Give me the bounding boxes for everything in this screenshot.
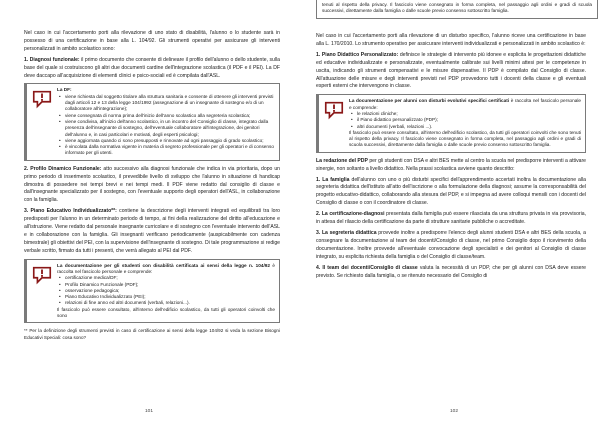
left-intro: Nel caso in cui l'accertamento porti alla rilevazione di uno stato di disabilità, l'alunno o lo studente sarà in possesso di una certificazione in base alla L. 104/92. Gli strumenti operativi per assicurare gli interventi personalizzati in ambito scolastico sono: — [24, 30, 280, 52]
step-4-text: valuta la necessità di un PDP, che per gli alunni con DSA deve essere previsto. Se richiesto dalla famiglia, o se ritenuto necessario del Consiglio di — [316, 264, 586, 279]
pdp-paragraph — [316, 158, 586, 174]
step-4-title: 4. Il team dei docenti/Consiglio di classe — [316, 264, 418, 271]
page-number: 101 — [145, 409, 154, 414]
left-p1 — [24, 57, 280, 81]
df-info-box — [24, 83, 280, 160]
step-3-text: provvede inoltre a predisporre l'elenco degli alunni studenti DSA e altri BES della scuola, a consegnare la documentazione al team dei docenti/Consiglio di classe, nel primo Consiglio dopo il ricevimento della documentazione. Inoltre provvede all'eventuale convocazione degli specialisti e dei genitori al Consiglio di classe integrato, su esplicita richiesta della famiglia o del Consiglio di classe/team. — [316, 229, 586, 260]
df-box-list — [57, 94, 275, 157]
list-item: • relazioni di fine anno ed altri documenti (verbali, relazioni...). — [65, 300, 275, 306]
right-p1 — [316, 52, 586, 92]
left-p3-title: 3. Piano Educativo Individualizzato**: — [24, 208, 117, 215]
list-item: • viene condivisa, all'inizio dell'anno scolastico, in un incontro del Consiglio di classe, integrato dalla presenza dell'insegnante di sostegno, dell'eventuale collaboratore all'integrazione, dei genitori dell'alunno e, in casi particolari e motivati, degli esperti psicologi; — [65, 119, 275, 138]
left-p2 — [24, 166, 280, 206]
doc-box-heading — [57, 263, 275, 276]
speech-bubble-exclamation-icon — [31, 88, 53, 110]
list-item: • è vincolata dalla normativa vigente in materia di segreto professionale per gli operatori e di consenso informato per gli utenti. — [65, 144, 275, 157]
speech-bubble-exclamation-icon — [31, 264, 53, 286]
page-number: 102 — [450, 409, 459, 414]
step-2-text: presentata dalla famiglia può essere rilasciata da una struttura privata in via provvisoria, in attesa del rilascio della certificazione da parte di strutture sanitarie pubbliche o accreditate. — [316, 211, 586, 226]
step-3 — [316, 230, 586, 262]
right-intro: Nel caso in cui l'accertamento porti alla rilevazione di un disturbo specifico, l'alunno riceve una certificazione in base alla L. 170/2010. Lo strumento operativo per assicurare interventi individualizzati e personalizzati in ambito scolastico è: — [316, 33, 586, 47]
step-3-title: 3. La segreteria didattica — [316, 229, 377, 236]
left-p2-text: atto successivo alla diagnosi funzionale che indica in via prioritaria, dopo un primo periodo di inserimento scolastico, il prevedibile livello di sviluppo che l'alunno in situazione di handicap dimostra di possedere nei tempi brevi e nei tempi medi. Il PDF viene redatto dal consiglio di classe e dall'insegnante specializzato per il sostegno, con l'eventuale supporto degli operatori dell'ASL, in collaborazione con la famiglia. — [24, 165, 280, 204]
step-1 — [316, 177, 586, 209]
speech-bubble-exclamation-icon — [323, 99, 345, 121]
doc-box-list — [57, 275, 275, 306]
doc-box-title-tail: è raccolta nel fascicolo personale e comprende: — [57, 262, 275, 274]
dsa-box-footer: Il fascicolo può essere consultato, all'interno dell'edificio scolastico, da tutti gli operatori coinvolti che sono tenuti al rispetto della privacy. Il fascicolo viene consegnato in forma completa, nel passaggio agli ordini e gradi di scuola successivi, direttamente dalla famiglia o dalle scuole previo consenso sottoscritto famiglia. — [349, 129, 581, 148]
list-item: • viene richiesta dal soggetto titolare alla struttura sanitaria e consente di ottenere gli interventi previsti dagli articoli 12 e 13 della legge 104/1992 (assegnazione di un insegnante di sostegno e/o di un collaboratore all'integrazione); — [65, 94, 275, 113]
list-item: • altri documenti (verbali, relazioni ...). — [357, 124, 581, 130]
doc-box-title: La documentazione per gli studenti con disabilità certificata ai sensi della legge n. 104/92 — [57, 262, 270, 268]
list-item: • viene consegnata di norma prima dell'inizio dell'anno scolastico alla segreteria scolastica; — [65, 113, 275, 119]
list-item: • Piano Educativo Individualizzato (PEI); — [65, 294, 275, 300]
dsa-box-list — [349, 111, 581, 130]
dsa-box-heading — [349, 98, 581, 111]
left-p3 — [24, 208, 280, 255]
list-item: • Profilo Dinamico Funzionale (PDF); — [65, 282, 275, 288]
left-p2-title: 2. Profilo Dinamico Funzionale: — [24, 165, 102, 172]
right-column — [316, 33, 586, 283]
footnote: ** Per la definizione degli strumenti previsti in caso di certificazione ai sensi della legge 104/92 si veda la sezione Bisogni Educativi Speciali: cosa sono? — [24, 328, 280, 340]
list-item: • viene aggiornata quando ci sono presupposti e rinnovate ad ogni passaggio di grado scolastico; — [65, 138, 275, 144]
left-p3-text: contiene la descrizione degli interventi integrati ed equilibrati tra loro predisposti per l'alunno in un determinato periodo di tempo, ai fini della realizzazione del diritto all'educazione e all'istruzione. Viene redatto dal personale insegnante curricolare e di sostegno con l'eventuale intervento dell'ASL e in collaborazione con la famiglia. Gli insegnanti verificano periodicamente (auspicabilmente con cadenza bimestrale) gli obiettivi del PEI, con la supervisione dell'insegnante di sostegno. Di tale programmazione si redige verbale scritto, firmato da tutti i presenti, che verrà allegato al PEI dal PDF. — [24, 208, 281, 254]
list-item: • certificazione medica/DF; — [65, 275, 275, 281]
continued-box-text: tenuti al rispetto della privacy. Il fascicolo viene consegnato in forma completa, nel passaggio agli ordini e gradi di scuola successivi, direttamente dalla famiglia o dalle scuole previo consenso sottoscritto famiglia. — [322, 2, 592, 14]
left-p1-title: 1. Diagnosi funzionale: — [24, 56, 80, 63]
continued-box — [316, 0, 598, 19]
list-item: • il Piano didattico personalizzato (PDP); — [357, 117, 581, 123]
list-item: • osservazione pedagogica; — [65, 288, 275, 294]
step-4 — [316, 265, 586, 281]
doc-box-footer: Il fascicolo può essere consultato, all'interno dell'edificio scolastico, da tutti gli operatori coinvolti che sono — [57, 306, 275, 319]
left-column — [24, 30, 280, 344]
documentation-box-104 — [24, 259, 280, 324]
dsa-box-title: La documentazione per alunni con disturbi evolutivi specifici certificati — [349, 98, 510, 104]
step-2 — [316, 211, 586, 227]
list-item: • le relazioni cliniche; — [357, 111, 581, 117]
right-p1-text: definisce le strategie di intervento più idonee e esplicita le progettazioni didattiche ed educative individualizzate e personalizzate, eventualmente calibrate sui livelli minimi attesi per le competenze in uscita, indicando gli strumenti compensativi e le misure dispensative. Il PDP è compilato dal Consiglio di classe. All'attuazione delle misure e degli interventi previsti nel PDP provvedono tutti i docenti della classe e gli eventuali esperti esterni che intervengono in classe. — [316, 51, 586, 90]
df-box-title: La DF: — [57, 87, 72, 93]
dsa-box-title-tail: è raccolta nel fascicolo personale e comprende: — [349, 98, 582, 110]
step-1-title: 1. La famiglia — [316, 176, 350, 183]
step-2-title: 2. La certificazione-diagnosi — [316, 211, 385, 218]
step-1-text: dell'alunno con uno o più disturbi specifici dell'apprendimento accertati inoltra la documentazione alla segreteria didattica dell'istituto all'atto dell'iscrizione o alla formulazione della diagnosi; assume la corresponsabilità del progetto educativo-didattico, collaborando alla stesura del PDP, e si impegna ad avere colloqui mensili con i docenti del Consiglio di classe o con il coordinatore di classe. — [316, 176, 586, 207]
right-p1-title: 1. Piano Didattico Personalizzato: — [316, 51, 399, 58]
right-page — [300, 0, 600, 424]
pdp-title: La redazione del PDP — [316, 157, 368, 164]
pdp-text: per gli studenti con DSA e altri BES mette al centro la scuola nel predisporre interventi a attivare sinergie, non soltanto a livello didattico. Nella prassi scolastica avviene quanto descritto: — [316, 157, 586, 172]
left-p1-text: il primo documento che consente di delineare il profilo dell'alunno o dello studente, sulla base del quale si costruiscono gli altri due documenti cardine dell'integrazione scolastica (il PDF e il PEI). La DF deve daccapo all'acquisizione di elementi clinici e psico-sociali ed è compilata dall'ASL. — [24, 56, 280, 79]
documentation-box-dsa — [316, 94, 586, 152]
